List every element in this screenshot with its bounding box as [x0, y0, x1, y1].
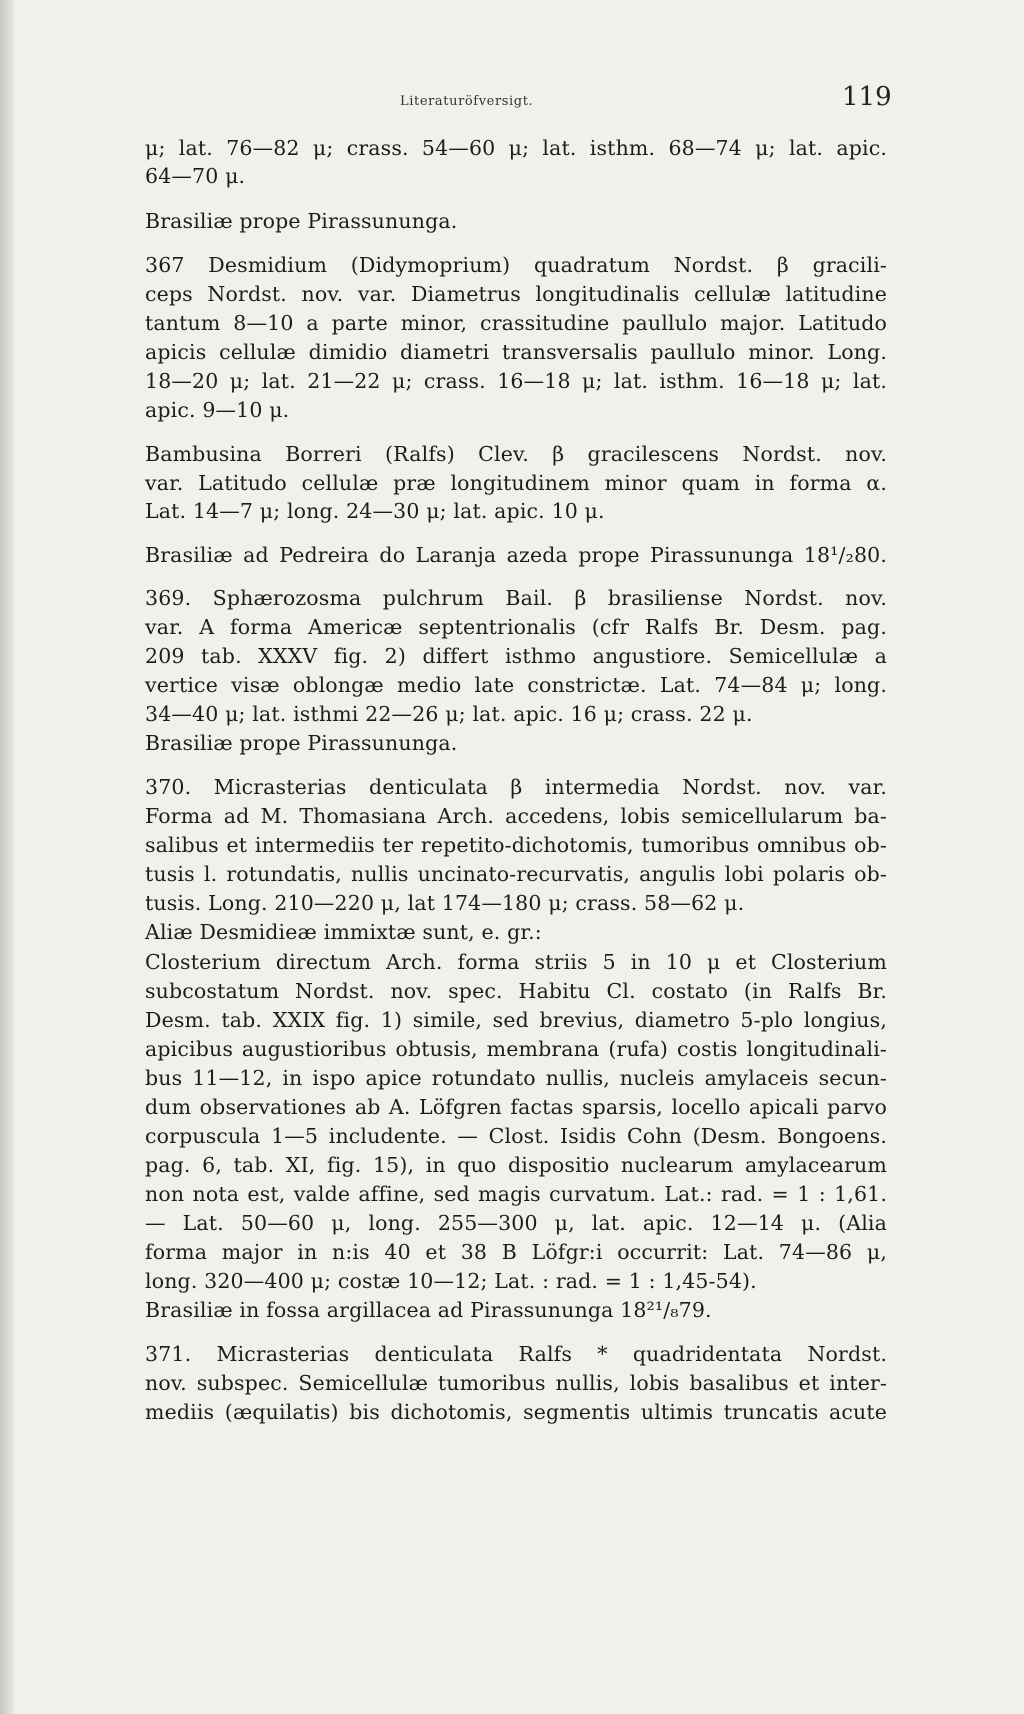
text-line: forma major in n:is 40 et 38 B Löfgr:i occurrit: Lat. 74—86 μ, — [145, 1240, 887, 1264]
text-line: Brasiliæ ad Pedreira do Laranja azeda prope Pirassununga 18¹/₂80. — [145, 543, 887, 567]
text-line: Forma ad M. Thomasiana Arch. accedens, lobis semicellularum ba- — [145, 804, 887, 828]
text-line: tusis. Long. 210—220 μ, lat 174—180 μ; crass. 58—62 μ. — [145, 891, 745, 915]
text-line: tantum 8—10 a parte minor, crassitudine paullulo major. Latitudo — [145, 311, 887, 335]
text-line: subcostatum Nordst. nov. spec. Habitu Cl. costato (in Ralfs Br. — [145, 979, 887, 1003]
text-line: apicibus augustioribus obtusis, membrana (rufa) costis longitudinali- — [145, 1037, 887, 1061]
page-number: 119 — [842, 82, 892, 112]
text-line: 369. Sphærozosma pulchrum Bail. β brasiliense Nordst. nov. — [145, 586, 887, 610]
text-line: non nota est, valde affine, sed magis curvatum. Lat.: rad. = 1 : 1,61. — [145, 1182, 887, 1206]
running-head: Literaturöfversigt. — [400, 94, 534, 109]
text-line: Lat. 14—7 μ; long. 24—30 μ; lat. apic. 10 μ. — [145, 499, 605, 523]
text-line: Desm. tab. XXIX fig. 1) simile, sed brevius, diametro 5-plo longius, — [145, 1008, 887, 1032]
text-line: Brasiliæ prope Pirassununga. — [145, 731, 458, 755]
text-line: 18—20 μ; lat. 21—22 μ; crass. 16—18 μ; lat. isthm. 16—18 μ; lat. — [145, 369, 887, 393]
text-line: apicis cellulæ dimidio diametri transversalis paullulo minor. Long. — [145, 340, 887, 364]
text-line: 367 Desmidium (Didymoprium) quadratum Nordst. β gracili- — [145, 253, 887, 277]
text-line: 34—40 μ; lat. isthmi 22—26 μ; lat. apic. 16 μ; crass. 22 μ. — [145, 702, 753, 726]
text-line: Bambusina Borreri (Ralfs) Clev. β gracilescens Nordst. nov. — [145, 442, 887, 466]
text-line: μ; lat. 76—82 μ; crass. 54—60 μ; lat. isthm. 68—74 μ; lat. apic. — [145, 136, 887, 160]
text-line: Brasiliæ prope Pirassununga. — [145, 209, 458, 233]
text-line: ceps Nordst. nov. var. Diametrus longitudinalis cellulæ latitudine — [145, 282, 887, 306]
text-line: long. 320—400 μ; costæ 10—12; Lat. : rad. = 1 : 1,45-54). — [145, 1269, 757, 1293]
text-line: Closterium directum Arch. forma striis 5 in 10 μ et Closterium — [145, 950, 887, 974]
text-line: tusis l. rotundatis, nullis uncinato-recurvatis, angulis lobi polaris ob- — [145, 862, 887, 886]
text-line: var. Latitudo cellulæ præ longitudinem minor quam in forma α. — [145, 471, 887, 495]
text-line: — Lat. 50—60 μ, long. 255—300 μ, lat. apic. 12—14 μ. (Alia — [145, 1211, 887, 1235]
text-line: 209 tab. XXXV fig. 2) differt isthmo angustiore. Semicellulæ a — [145, 644, 887, 668]
text-line: bus 11—12, in ispo apice rotundato nullis, nucleis amylaceis secun- — [145, 1066, 887, 1090]
text-line: 64—70 μ. — [145, 164, 246, 188]
text-line: var. A forma Americæ septentrionalis (cfr Ralfs Br. Desm. pag. — [145, 615, 887, 639]
text-line: pag. 6, tab. XI, fig. 15), in quo dispositio nuclearum amylacearum — [145, 1153, 887, 1177]
text-line: dum observationes ab A. Löfgren factas sparsis, locello apicali parvo — [145, 1095, 887, 1119]
text-line: nov. subspec. Semicellulæ tumoribus nullis, lobis basalibus et inter- — [145, 1371, 887, 1395]
text-line: Aliæ Desmidieæ immixtæ sunt, e. gr.: — [145, 920, 542, 944]
text-line: vertice visæ oblongæ medio late constrictæ. Lat. 74—84 μ; long. — [145, 673, 887, 697]
text-line: salibus et intermediis ter repetito-dichotomis, tumoribus omnibus ob- — [145, 833, 887, 857]
text-line: 371. Micrasterias denticulata Ralfs * quadridentata Nordst. — [145, 1342, 887, 1366]
text-line: corpuscula 1—5 includente. — Clost. Isidis Cohn (Desm. Bongoens. — [145, 1124, 887, 1148]
text-line: mediis (æquilatis) bis dichotomis, segmentis ultimis truncatis acute — [145, 1400, 887, 1424]
text-line: 370. Micrasterias denticulata β intermedia Nordst. nov. var. — [145, 775, 887, 799]
text-line: Brasiliæ in fossa argillacea ad Pirassununga 18²¹/₈79. — [145, 1298, 712, 1322]
text-line: apic. 9—10 μ. — [145, 398, 290, 422]
